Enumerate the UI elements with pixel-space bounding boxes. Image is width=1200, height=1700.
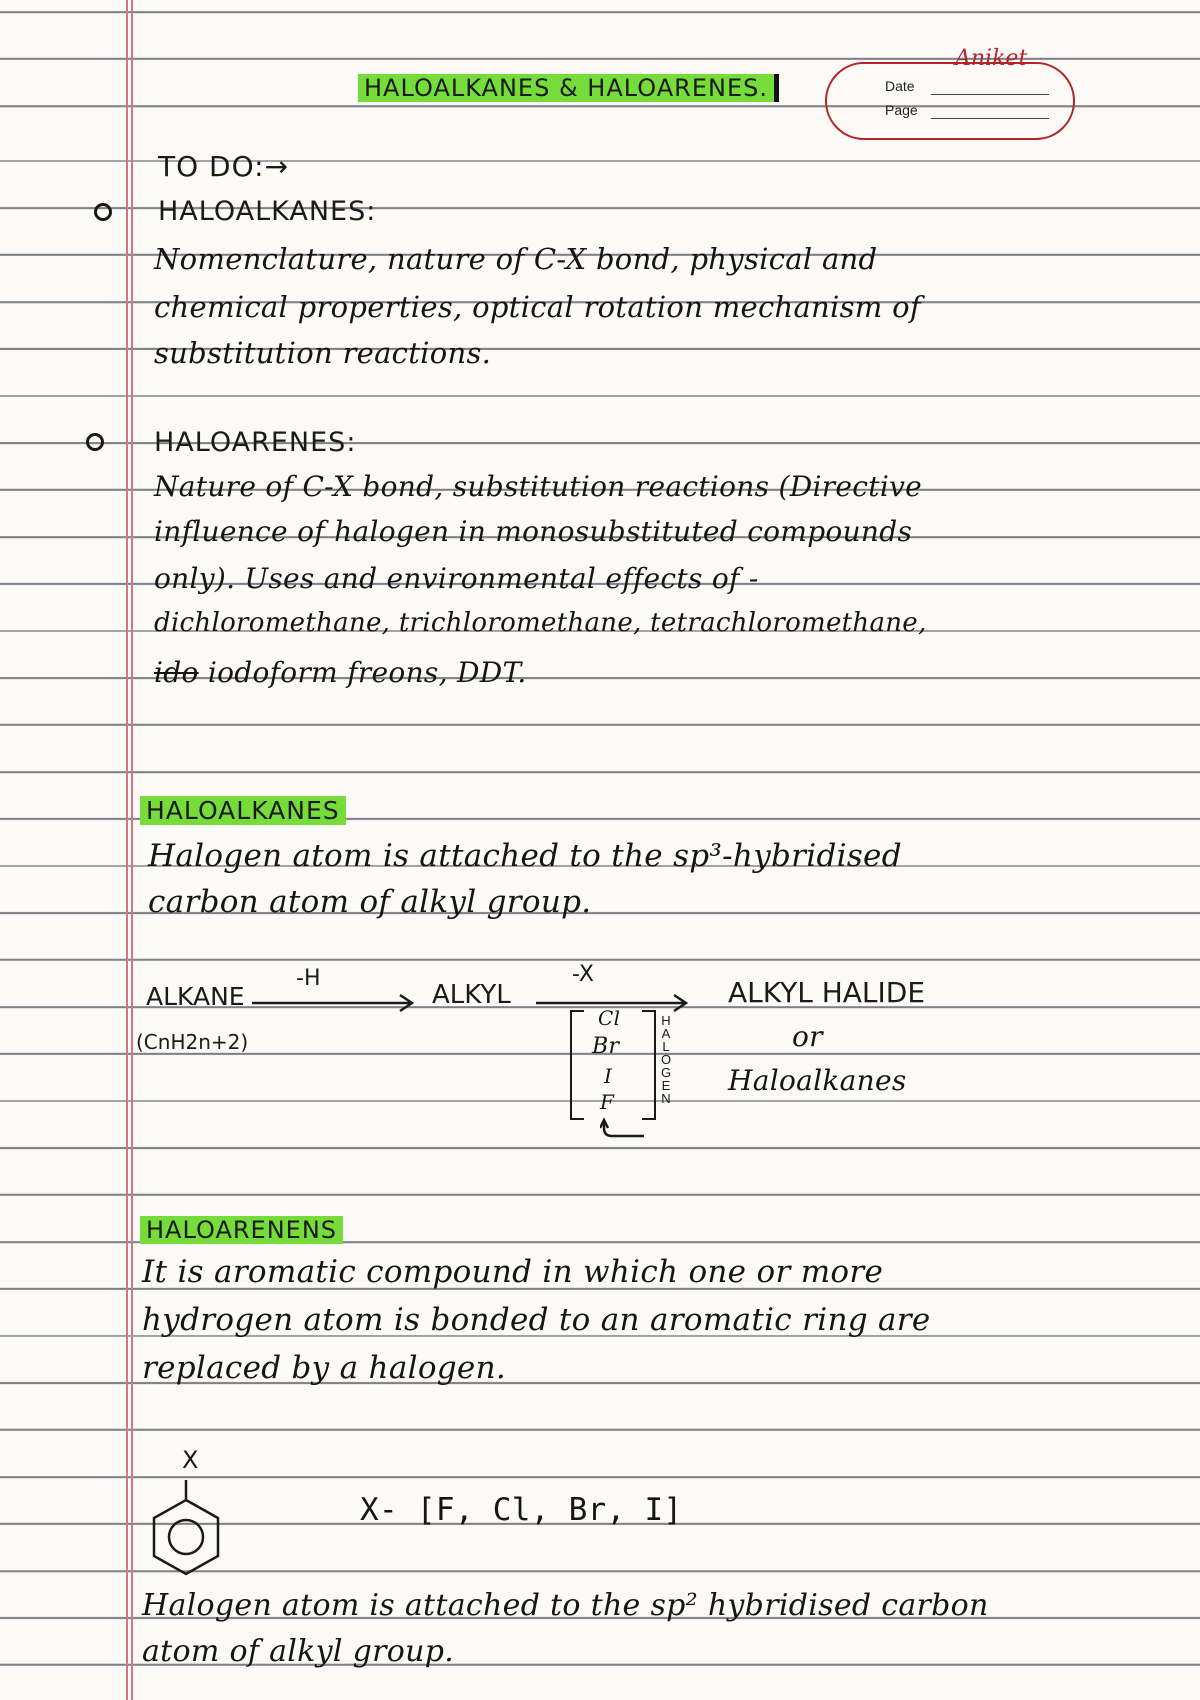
scheme-alkane-formula: (CnH2n+2) — [136, 1030, 249, 1054]
page-title — [358, 74, 779, 102]
halogen-item: F — [600, 1090, 615, 1114]
todo-item-haloarenes-line: dichloromethane, trichloromethane, tetrachloromethane, — [154, 608, 927, 638]
margin-line-inner — [131, 0, 133, 1700]
halogen-vertical-letter: N — [661, 1091, 671, 1106]
halogen-item: Br — [592, 1034, 620, 1059]
todo-item-haloalkanes-line: Nomenclature, nature of C-X bond, physical and — [154, 242, 878, 276]
haloarenes-definition-line: hydrogen atom is bonded to an aromatic ring are — [142, 1302, 931, 1338]
benzene-ring-icon — [146, 1478, 226, 1582]
halogen-return-arrow — [600, 1116, 650, 1144]
haloarenes-note-line: atom of alkyl group. — [142, 1634, 455, 1669]
todo-item-haloalkanes-line: substitution reactions. — [154, 336, 492, 370]
todo-heading: TO DO:→ — [158, 150, 290, 183]
halogen-vertical-letter: O — [660, 1052, 672, 1067]
bullet-haloalkanes — [94, 203, 112, 221]
haloarenes-heading — [140, 1216, 343, 1244]
todo-item-haloarenes-line: iodoform freons, DDT. — [207, 656, 527, 689]
date-label: Date — [885, 78, 915, 94]
halogen-vertical-letter: L — [662, 1039, 670, 1054]
haloarenes-heading-highlight: HALOARENENS — [140, 1216, 343, 1244]
halogen-bracket-left — [570, 1010, 584, 1120]
haloarenes-definition-line: It is aromatic compound in which one or more — [142, 1254, 884, 1290]
todo-item-haloarenes-line: influence of halogen in monosubstituted compounds — [154, 515, 913, 548]
scheme-arrow-1-label: -H — [296, 966, 321, 991]
author-name: Aniket — [955, 46, 1028, 71]
halogen-vertical-letter: G — [660, 1065, 672, 1080]
haloarenes-note-line: Halogen atom is attached to the sp² hybridised carbon — [142, 1588, 989, 1623]
scheme-alkane: ALKANE — [146, 982, 245, 1011]
haloarenes-definition-line: replaced by a halogen. — [142, 1350, 506, 1386]
halogen-vertical-letter: E — [661, 1078, 671, 1093]
page-title-highlight: HALOALKANES & HALOARENES. — [358, 74, 779, 102]
date-page-stamp — [825, 62, 1075, 140]
halogen-vertical-label — [660, 1014, 672, 1105]
struck-word: ido — [154, 656, 199, 689]
haloalkanes-heading — [140, 796, 346, 825]
page-label: Page — [885, 102, 918, 118]
todo-item-haloalkanes-line: chemical properties, optical rotation mechanism of — [154, 290, 921, 324]
scheme-arrow-2-label: -X — [572, 962, 594, 987]
halogen-item: I — [604, 1064, 613, 1088]
todo-item-haloalkanes-heading: HALOALKANES: — [158, 196, 377, 227]
haloalkanes-heading-highlight: HALOALKANES — [140, 796, 346, 825]
todo-item-haloarenes-line-last — [154, 656, 527, 689]
halogen-bracket-right — [642, 1010, 656, 1120]
scheme-product-alt: Haloalkanes — [728, 1064, 907, 1097]
benzene-substituent: X — [182, 1446, 200, 1474]
scheme-or: or — [792, 1020, 823, 1053]
date-rule — [931, 94, 1049, 95]
todo-item-haloarenes-line: only). Uses and environmental effects of - — [154, 562, 759, 595]
haloalkanes-definition-line: carbon atom of alkyl group. — [148, 884, 592, 920]
scheme-product: ALKYL HALIDE — [728, 976, 926, 1009]
halogen-vertical-letter: A — [661, 1026, 671, 1041]
margin-line-outer — [126, 0, 128, 1700]
halogen-vertical-letter: H — [661, 1013, 671, 1028]
todo-item-haloarenes-heading: HALOARENES: — [154, 427, 357, 458]
bullet-haloarenes — [86, 433, 104, 451]
halogen-list: X- [F, Cl, Br, I] — [360, 1492, 683, 1528]
todo-item-haloarenes-line: Nature of C-X bond, substitution reactions (Directive — [154, 470, 923, 503]
scheme-arrow-1 — [250, 985, 420, 1015]
halogen-item: Cl — [598, 1006, 621, 1030]
page-rule — [931, 118, 1049, 119]
haloalkanes-definition-line: Halogen atom is attached to the sp³-hybridised — [148, 838, 902, 874]
scheme-alkyl: ALKYL — [432, 980, 511, 1010]
